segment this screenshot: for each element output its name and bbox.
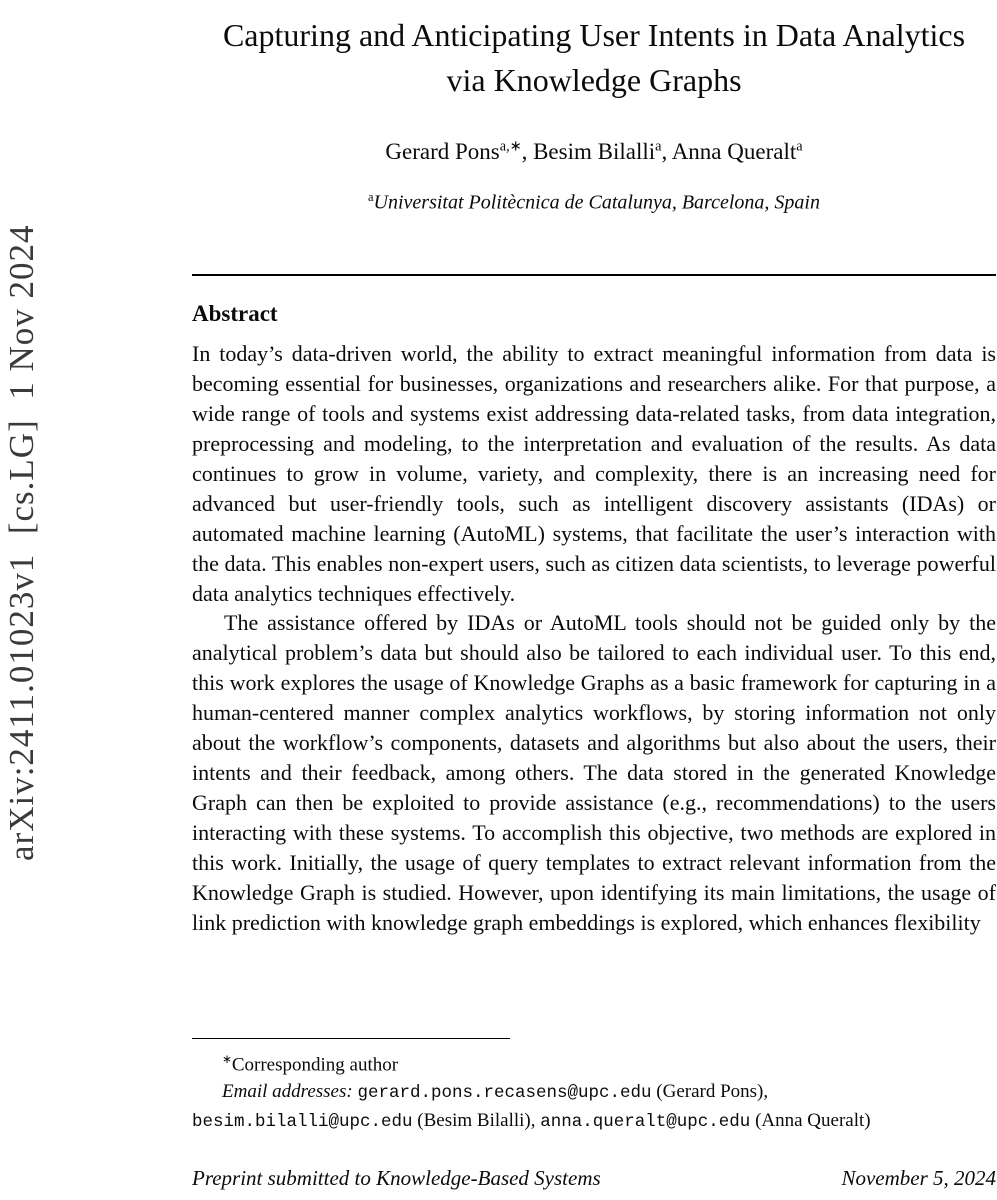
email-address: anna.queralt@upc.edu [540,1112,751,1133]
separator-rule [192,274,996,276]
affiliation-text: Universitat Politècnica de Catalunya, Barcelona, Spain [373,191,820,214]
authors-line [192,138,996,165]
footnote [192,1038,996,1136]
affiliation [192,190,996,215]
author: Gerard Pons$^{a,∗}$, [385,138,534,164]
submission-date: November 5, 2024 [841,1166,996,1190]
email-owner: (Anna Queralt) [750,1110,871,1132]
corresponding-author-text: Corresponding author [231,1054,399,1076]
author-affiliation-marker: a [796,138,803,154]
author: Anna Queralt$^a$ [671,138,803,164]
preprint-note: Preprint submitted to Knowledge-Based Systems [192,1166,601,1190]
author-affiliation-marker: a [655,138,662,154]
affiliation-marker: a [368,189,374,204]
abstract-paragraph-2: The assistance offered by IDAs or AutoML tools should not be guided only by the analytical problem’s data but should also be tailored to each individual user. To this end, this work explores the usage of Knowledge Graphs as a basic framework for capturing in a human-centered manner complex analytics workflows, by storing information not only about the workflow’s components, datasets and algorithms but also about the users, their intents and their feedback, among others. The data stored in the generated Knowledge Graph can then be exploited to provide assistance (e.g., recommendations) to the users interacting with these systems. To accomplish this objective, two methods are explored in this work. Initially, the usage of query templates to extract relevant information from the Knowledge Graph is studied. However, upon identifying its main limitations, the usage of link prediction with knowledge graph embeddings is explored, which enhances flexibility [192,610,996,935]
arxiv-stamp: arXiv:2411.01023v1 [cs.LG] 1 Nov 2024 [2,224,41,862]
paper-content [192,0,996,937]
page-title: Capturing and Anticipating User Intents in Data Analytics via Knowledge Graphs [222,17,966,98]
email-owner: (Gerard Pons), [651,1081,769,1103]
page-footer [192,1166,996,1191]
abstract-paragraph-1: In today’s data-driven world, the ability to extract meaningful information from data is becoming essential for businesses, organizations and researchers alike. For that purpose, a wide range of tools and systems exist addressing data-related tasks, from data integration, preprocessing and modeling, to the interpretation and evaluation of the results. As data continues to grow in volume, variety, and complexity, there is an increasing need for advanced but user-friendly tools, such as intelligent discovery assistants (IDAs) or automated machine learning (AutoML) systems, that facilitate the user’s interaction with the data. This enables non-expert users, such as citizen data scientists, to leverage powerful data analytics techniques effectively. [192,341,996,606]
footnote-marker: ∗ [222,1053,232,1066]
email-address: gerard.pons.recasens@upc.edu [357,1083,652,1104]
email-addresses-line-2 [192,1107,996,1136]
email-addresses-line-1 [192,1078,996,1107]
email-label: Email addresses: [222,1081,353,1103]
author: Besim Bilalli$^a$, [533,138,672,164]
footnote-rule [192,1038,510,1039]
email-address: besim.bilalli@upc.edu [192,1112,413,1133]
corresponding-author-note [192,1046,996,1078]
author-affiliation-marker: a,∗ [499,138,522,154]
email-owner: (Besim Bilalli), [412,1110,541,1132]
abstract-heading: Abstract [192,301,278,327]
